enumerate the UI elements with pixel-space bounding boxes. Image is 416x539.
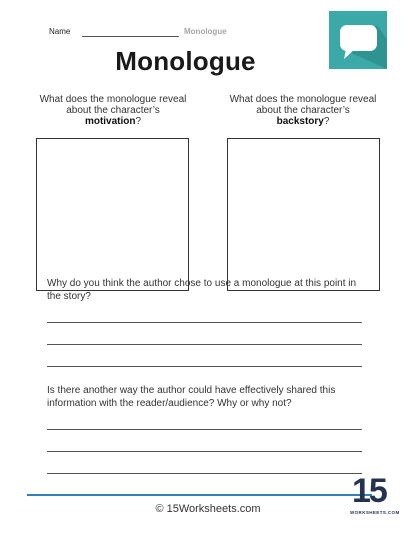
question-motivation-emphasis: motivation (84, 116, 136, 127)
topic-label: Monologue (184, 27, 227, 36)
motivation-answer-box[interactable] (36, 138, 189, 291)
question-motivation-text: What does the monologue reveal about the character’s (39, 94, 187, 116)
brand-logo-text: WORKSHEETS.COM (350, 510, 400, 515)
answer-line[interactable] (47, 429, 362, 430)
copyright-text: © 15Worksheets.com (155, 503, 261, 515)
question-motivation (29, 94, 197, 127)
page-title: Monologue (115, 46, 256, 76)
question-backstory (219, 94, 387, 127)
answer-line[interactable] (47, 322, 362, 323)
footer-divider (27, 494, 372, 496)
answer-line[interactable] (47, 473, 362, 474)
question-why-monologue: Why do you think the author chose to use a monologue at this point in the story? (47, 278, 357, 302)
name-field[interactable] (82, 36, 179, 37)
backstory-answer-box[interactable] (227, 138, 380, 291)
name-label: Name (49, 27, 71, 36)
question-backstory-mark: ? (323, 116, 330, 127)
answer-line[interactable] (47, 451, 362, 452)
answer-line[interactable] (47, 344, 362, 345)
answer-line[interactable] (47, 366, 362, 367)
question-backstory-text: What does the monologue reveal about the character’s (229, 94, 377, 116)
question-another-way: Is there another way the author could have effectively shared this information with the reader/audience? Why or why not? (47, 385, 336, 409)
brand-logo-number: 15 (352, 472, 386, 510)
question-backstory-emphasis: backstory (276, 116, 324, 127)
question-motivation-mark: ? (135, 116, 142, 127)
